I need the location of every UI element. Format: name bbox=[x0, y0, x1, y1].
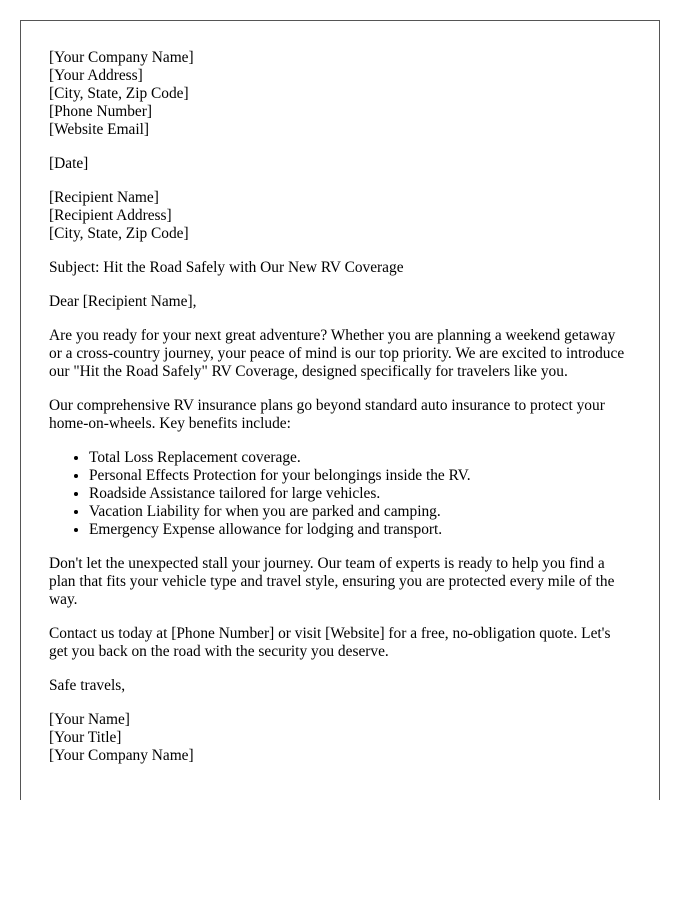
sender-email: [Website Email] bbox=[49, 121, 150, 138]
salutation: Dear [Recipient Name], bbox=[49, 293, 197, 310]
sender-phone: [Phone Number] bbox=[49, 103, 153, 120]
benefits-list bbox=[49, 449, 631, 539]
benefits-intro-paragraph: Our comprehensive RV insurance plans go beyond standard auto insurance to protect your home-on-wheels. Key benefits include: bbox=[49, 397, 605, 432]
sender-block bbox=[49, 49, 631, 139]
letter-page bbox=[20, 20, 660, 800]
date-block bbox=[49, 155, 631, 173]
subject-line: Subject: Hit the Road Safely with Our New RV Coverage bbox=[49, 259, 404, 276]
recipient-block bbox=[49, 189, 631, 243]
recipient-city-state-zip: [City, State, Zip Code] bbox=[49, 225, 189, 242]
intro-paragraph: Are you ready for your next great adventure? Whether you are planning a weekend getaway or a cross-country journey, your peace of mind is our top priority. We are excited to introduce our "Hit the Road Safely" RV Coverage, designed specifically for travelers like you. bbox=[49, 327, 625, 380]
sender-address: [Your Address] bbox=[49, 67, 143, 84]
benefit-item: • Total Loss Replacement coverage. bbox=[89, 449, 631, 467]
benefit-item: • Vacation Liability for when you are parked and camping. bbox=[89, 503, 631, 521]
benefit-item: • Roadside Assistance tailored for large vehicles. bbox=[89, 485, 631, 503]
reassurance-paragraph: Don't let the unexpected stall your journey. Our team of experts is ready to help you find a plan that fits your vehicle type and travel style, ensuring you are protected every mile of the way. bbox=[49, 555, 615, 608]
recipient-address: [Recipient Address] bbox=[49, 207, 172, 224]
benefit-item: • Personal Effects Protection for your belongings inside the RV. bbox=[89, 467, 631, 485]
signature-name: [Your Name] bbox=[49, 711, 130, 728]
letter-date: [Date] bbox=[49, 155, 89, 172]
recipient-name: [Recipient Name] bbox=[49, 189, 159, 206]
signature-title: [Your Title] bbox=[49, 729, 122, 746]
signature-company: [Your Company Name] bbox=[49, 747, 194, 764]
closing: Safe travels, bbox=[49, 677, 126, 694]
sender-company: [Your Company Name] bbox=[49, 49, 194, 66]
sender-city-state-zip: [City, State, Zip Code] bbox=[49, 85, 189, 102]
benefit-item: • Emergency Expense allowance for lodging and transport. bbox=[89, 521, 631, 539]
call-to-action-paragraph: Contact us today at [Phone Number] or visit [Website] for a free, no-obligation quote. Let's get you back on the road with the security you deserve. bbox=[49, 625, 611, 660]
signature-block bbox=[49, 711, 631, 765]
